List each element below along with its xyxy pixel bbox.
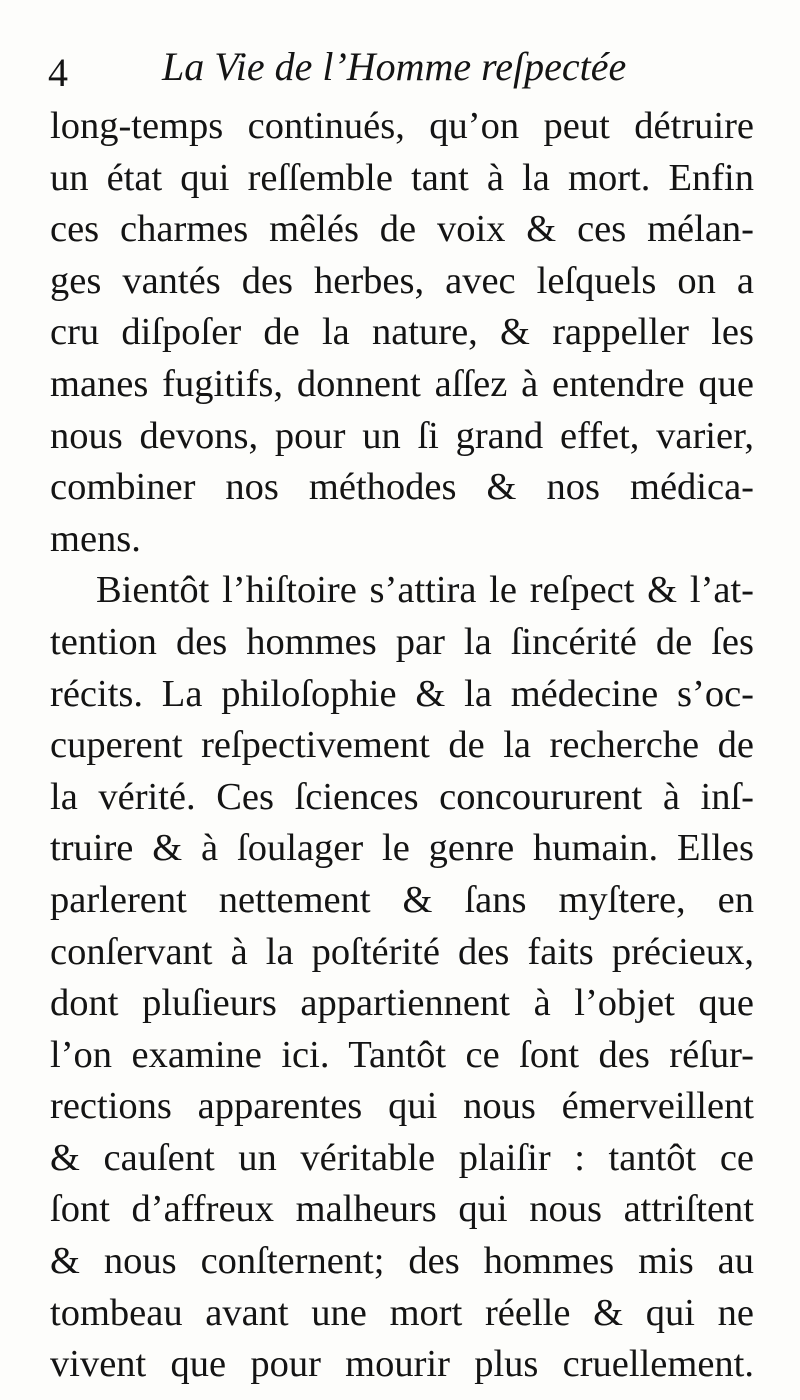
text-line: la vérité. Ces ſciences concoururent à inſ- (50, 775, 754, 818)
text-line: conſervant à la poſtérité des faits précieux, (50, 930, 754, 973)
text-line: & nous conſternent; des hommes mis au (50, 1240, 754, 1283)
running-head: La Vie de l’Homme reſpectée (162, 44, 627, 89)
text-line: parlerent nettement & ſans myſtere, en (50, 878, 754, 921)
text-line: combiner nos méthodes & nos médica- (50, 466, 754, 509)
text-line: mens. (50, 517, 141, 560)
text-line: & cauſent un véritable plaiſir : tantôt ce (50, 1136, 754, 1179)
text-line: manes fugitifs, donnent aſſez à entendre que (50, 362, 754, 405)
text-line: l’on examine ici. Tantôt ce ſont des réſur- (50, 1033, 754, 1076)
paragraph-first-line: Bientôt l’hiſtoire s’attira le reſpect & l’at- (96, 569, 754, 612)
text-line: ces charmes mêlés de voix & ces mélan- (50, 208, 754, 251)
text-line: rections apparentes qui nous émerveillent (50, 1085, 754, 1128)
text-line: nous devons, pour un ſi grand effet, varier, (50, 414, 754, 457)
text-line: ges vantés des herbes, avec leſquels on a (50, 259, 754, 302)
text-line: tombeau avant une mort réelle & qui ne (50, 1291, 754, 1334)
text-line: vivent que pour mourir plus cruellement. (50, 1343, 754, 1386)
page-header (48, 42, 748, 98)
text-line: dont pluſieurs appartiennent à l’objet que (50, 982, 754, 1025)
text-line: truire & à ſoulager le genre humain. Elles (50, 827, 754, 870)
page-number: 4 (48, 50, 68, 95)
body-text (50, 101, 754, 1391)
text-line: long-temps continués, qu’on peut détruire (50, 105, 754, 147)
text-line: tention des hommes par la ſincérité de ſes (50, 620, 754, 663)
text-line: ſont d’affreux malheurs qui nous attriſtent (50, 1188, 754, 1231)
text-line: cru diſpoſer de la nature, & rappeller les (50, 311, 754, 354)
text-line: un état qui reſſemble tant à la mort. Enfin (50, 156, 754, 199)
text-line: récits. La philoſophie & la médecine s’oc- (50, 672, 754, 715)
text-line: cuperent reſpectivement de la recherche de (50, 724, 754, 767)
